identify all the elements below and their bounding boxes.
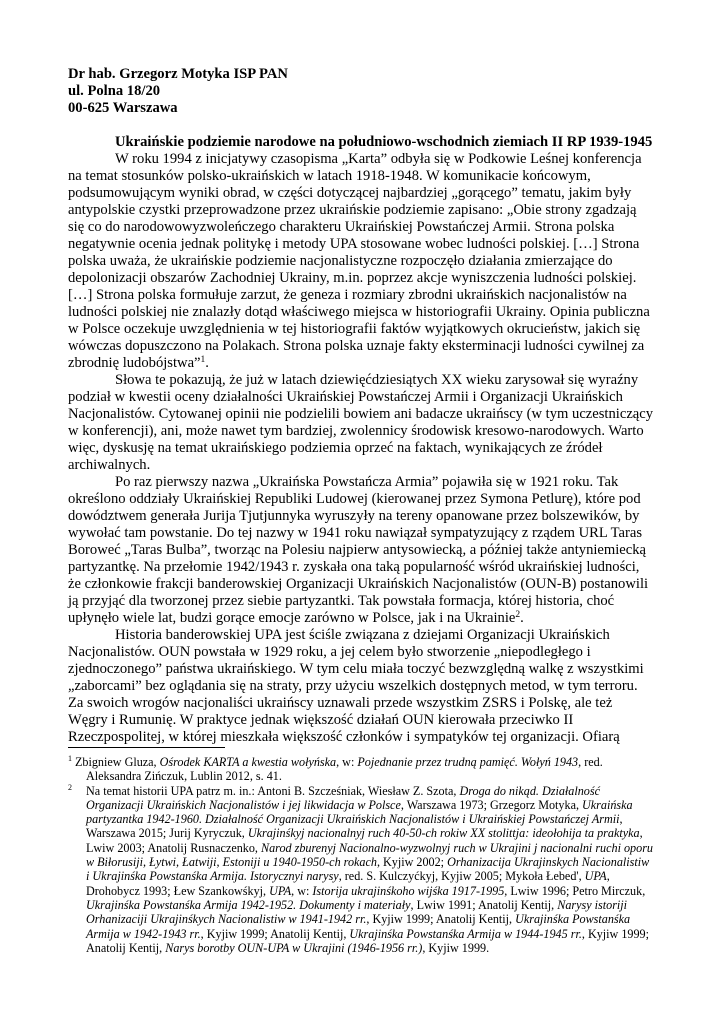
italic-text: Ukraińska [582, 797, 633, 812]
text-segment: , [606, 869, 610, 884]
text-segment: Drohobycz 1993; Łew Szankowśkyj, [86, 883, 270, 898]
italic-text: Narod zburenyj Nacionalno-wyzwolnyj ruch w Ukrajini j nacionalni ruchi oporu [261, 840, 653, 855]
text-line: wywołać tam powstanie. Do tej nazwy w 1941 roku nawiązał sympatyzujący z rządem URL Taras [68, 525, 643, 541]
text-segment: Warszawa 2015; Jurij Kyryczuk, [86, 826, 248, 841]
text-segment: upłynęło wiele lat, budzi gorące emocje zarówno w Polsce, jak i na Ukrainie [68, 610, 516, 626]
text-line: […] Strona polska formułuje zarzut, że geneza i rozmiary zbrodni ukraińskich nacjonalistów na [68, 287, 627, 303]
footnote-line [86, 884, 657, 898]
italic-text: Orhanizaciji Ukrajinśkych Nacionalistiw w 1941-1942 rr. [86, 912, 367, 927]
paragraph [68, 627, 658, 746]
footnote-marker: 1 [68, 754, 72, 763]
footnote-line [75, 755, 657, 769]
footnote-line [86, 869, 657, 883]
text-segment: , red. S. Kulczyćkyj, Kyjiw 2005; Mykoła Łebed', [338, 869, 585, 884]
italic-text: Pojednanie przez trudną pamięć. Wołyń 1943 [357, 755, 579, 769]
italic-text: UPA [269, 883, 292, 898]
text-line: antypolskie czystki przeprowadzone przez ukraińskie podziemie zapisano: „Obie strony zgadzają [68, 202, 637, 218]
author-address-city: 00-625 Warszawa [68, 100, 178, 116]
text-line: na temat stosunków polsko-ukraińskich w latach 1918-1948. W komunikacie końcowym, [68, 168, 591, 184]
document-title: Ukraińskie podziemie narodowe na południowo-wschodnich ziemiach II RP 1939-1945 [115, 134, 653, 150]
text-segment: , w: [291, 883, 313, 898]
text-line: archiwalnych. [68, 457, 151, 473]
text-line: że członkowie frakcji banderowskiej Organizacji Ukraińskich Nacjonalistów (OUN-B) postanowili [68, 576, 649, 592]
footnote-line [86, 798, 657, 812]
footnote-line [86, 927, 657, 941]
text-line: „zaborcami” bez oglądania się na straty, przy użyciu wszelkich dostępnych metod, w tym terroru. [68, 678, 638, 694]
text-segment: , w: [336, 755, 358, 769]
footnote-reference: 2 [515, 610, 521, 620]
text-segment: , Kyjiw 1999; Anatolij Kentij, [366, 912, 516, 927]
body-text [68, 151, 658, 746]
main-text [68, 66, 658, 746]
text-line: ją przyjąć dla tworzonej przez siebie partyzantki. Tak powstała formacja, której historia, choć [68, 593, 615, 609]
text-segment: Anatolij Kentij, [86, 940, 166, 955]
text-line: Nacjonalistów. Cytowanej opinii nie podzielili bowiem ani badacze ukraińscy (w tym uczestniczący [68, 406, 654, 422]
footnote-line [86, 855, 657, 869]
footnotes [68, 755, 657, 955]
author-address-street: ul. Polna 18/20 [68, 83, 161, 99]
text-line: Historia banderowskiej UPA jest ściśle związana z dziejami Organizacji Ukraińskich [115, 627, 610, 643]
text-line: Za swoich wrogów nacjonaliści ukraińscy uznawali przede wszystkim ZSRS i Polskę, ale też [68, 695, 613, 711]
text-line: podział w kwestii oceny działalności Ukraińskiej Powstańczej Armii i Organizacji Ukraińskich [68, 389, 623, 405]
footnote-line [86, 898, 657, 912]
paragraph [68, 151, 658, 372]
italic-text: UPA [584, 869, 607, 884]
text-line: podsumowującym wyniki obrad, w części dotyczącej najbardziej „gorącego” tematu, jakim były [68, 185, 632, 201]
footnote-line [86, 812, 657, 826]
text-line: w Polsce oczekuje uwzględnienia w tej historiografii faktów wyjątkowych okrucieństw, jakich się [68, 321, 641, 337]
paragraph [68, 474, 658, 627]
text-segment: , Kyjiw 2002; [376, 855, 448, 870]
italic-text: partyzantka 1942-1960. Działalność Organizacji Ukraińskich Nacjonalistów i Ukraińskiej Powstańczej Armii [86, 812, 620, 827]
text-line: Po raz pierwszy nazwa „Ukraińska Powstańcza Armia” pojawiła się w 1921 roku. Tak [115, 474, 619, 490]
footnote-reference: 1 [200, 355, 206, 365]
text-line: Boroweć „Taras Bulba”, tworząc na Polesiu najpierw antysowiecką, a później także antyniemiecką [68, 542, 647, 558]
text-segment: , Lwiw 1996; Petro Mirczuk, [504, 883, 646, 898]
text-line: W roku 1994 z inicjatywy czasopisma „Karta” odbyła się w Podkowie Leśnej konferencja [115, 151, 642, 167]
italic-text: Ukrajinśka Powstanśka Armija w 1944-1945 rr. [349, 926, 582, 941]
text-line: partyzantkę. Na przełomie 1942/1943 r. zyskała ona taką popularność wśród ukraińskiej ludności, [68, 559, 640, 575]
text-line: Rzeczpospolitej, w której mieszkała większość członków i sympatyków tej organizacji. Ofiarą [68, 729, 620, 745]
text-line: ludności polskiej nie znalazły dotąd właściwego miejsca w historiografii Ukrainy. Opinia publiczna [68, 304, 650, 320]
italic-text: Narysy istoriji [557, 897, 628, 912]
footnote-separator [68, 747, 225, 748]
text-segment: . [520, 610, 524, 626]
italic-text: i Ukrajinśka Powstanśka Armija. Istorycznyi narysy [86, 869, 339, 884]
text-line: dowództwem generała Jurija Tjutjunnyka wyruszyły na tereny opanowane przez bolszewików, by [68, 508, 640, 524]
text-line: Nacjonalistów. OUN powstała w 1929 roku, a jej celem było stworzenie „niepodległego i [68, 644, 591, 660]
text-line: depolonizacji obszarów Zachodniej Ukrainy, m.in. poprzez akcje wyniszczenia ludności polskiej. [68, 270, 637, 286]
italic-text: Droga do nikąd. Działalność [459, 783, 600, 798]
italic-text: Ukrajinśkyj nacionalnyj ruch 40-50-ch rokiw XX stolittja: ideołohija ta praktyka [247, 826, 640, 841]
italic-text: Armija w 1942-1943 rr. [86, 926, 201, 941]
italic-text: Organizacji Ukraińskich Nacjonalistów i jej likwidacja w Polsce [86, 797, 401, 812]
text-line: się co do narodowowyzwoleńczego charakteru Ukraińskiej Powstańczej Armii. Strona polska [68, 219, 615, 235]
footnote-line [86, 941, 657, 955]
text-segment: , Warszawa 1973; Grzegorz Motyka, [400, 797, 583, 812]
text-segment: , Lwiw 1991; Anatolij Kentij, [410, 897, 558, 912]
footnote-line [86, 784, 657, 798]
footnote-marker: 2 [68, 782, 72, 792]
italic-text: w Biłorusiji, Łytwi, Łatwiji, Estoniji u 1940-1950-ch rokach [86, 855, 377, 870]
text-line: w konferencji), ani, może nawet tym bardziej, zwolennicy środowisk kresowo-narodowych. Warto [68, 423, 644, 439]
text-line: określono oddziały Ukraińskiej Republiki Ludowej (kierowanej przez Symona Petlurę), które pod [68, 491, 641, 507]
footnote-line [86, 841, 657, 855]
text-segment: , Kyjiw 1999; Anatolij Kentij, [200, 926, 350, 941]
text-segment: , Kyjiw 1999. [422, 940, 490, 955]
text-line: Węgry i Rumunię. W praktyce jednak większość działań OUN kierowała przeciwko II [68, 712, 574, 728]
text-segment: , Kyjiw 1999; [581, 926, 649, 941]
text-line: wówczas dopuszczono na Polakach. Strona polska uznaje fakty eksterminacji ludności cywilnej za [68, 338, 645, 354]
text-segment: , red. [578, 755, 603, 769]
text-line: więc, dyskusję na temat ukraińskiego podziemia oprzeć na faktach, wynikających ze źródeł [68, 440, 603, 456]
italic-text: Istorija ukrajinśkoho wijśka 1917-1995 [312, 883, 505, 898]
text-line: polska uważa, że ukraińskie podziemie nacjonalistyczne rozpoczęło działania zmierzające do [68, 253, 613, 269]
text-line: negatywnie ocenia jednak politykę i metody UPA stosowane wobec ludności polskiej. […] Strona [68, 236, 640, 252]
text-segment: , [619, 812, 623, 827]
paragraph [68, 372, 658, 474]
italic-text: Ośrodek KARTA a kwestia wołyńska [159, 755, 337, 769]
footnote-line [86, 912, 657, 926]
text-line: zjednoczonego” państwa ukraińskiego. W tym celu miała toczyć bezwzględną walkę z wszystkimi [68, 661, 644, 677]
text-segment: , [639, 826, 643, 841]
italic-text: Ukrajinśka Powstanśka Armija 1942-1952. Dokumenty i materiały [86, 897, 411, 912]
header-spacer [68, 117, 658, 134]
text-line [68, 610, 658, 627]
italic-text: Narys borotby OUN-UPA w Ukrajini (1946-1956 rr.) [165, 940, 423, 955]
text-segment: Lwiw 2003; Anatolij Rusnaczenko, [86, 840, 262, 855]
text-segment: Na temat historii UPA patrz m. in.: Antoni B. Szcześniak, Wiesław Z. Szota, [86, 783, 460, 798]
text-segment: zbrodnię ludobójstwa” [68, 355, 201, 371]
footnote [68, 784, 657, 956]
text-segment: Zbigniew Gluza, [75, 755, 160, 769]
footnote [68, 755, 657, 784]
footnote-line [86, 826, 657, 840]
italic-text: Orhanizacija Ukrajinskych Nacionalistiw [447, 855, 650, 870]
text-segment: . [205, 355, 209, 371]
text-line [68, 355, 658, 372]
text-line: Słowa te pokazują, że już w latach dziewięćdziesiątych XX wieku zarysował się wyraźny [115, 372, 639, 388]
author-name: Dr hab. Grzegorz Motyka ISP PAN [68, 66, 288, 82]
italic-text: Ukrajinśka Powstanśka [515, 912, 631, 927]
footnote-line: Aleksandra Zińczuk, Lublin 2012, s. 41. [86, 769, 282, 784]
